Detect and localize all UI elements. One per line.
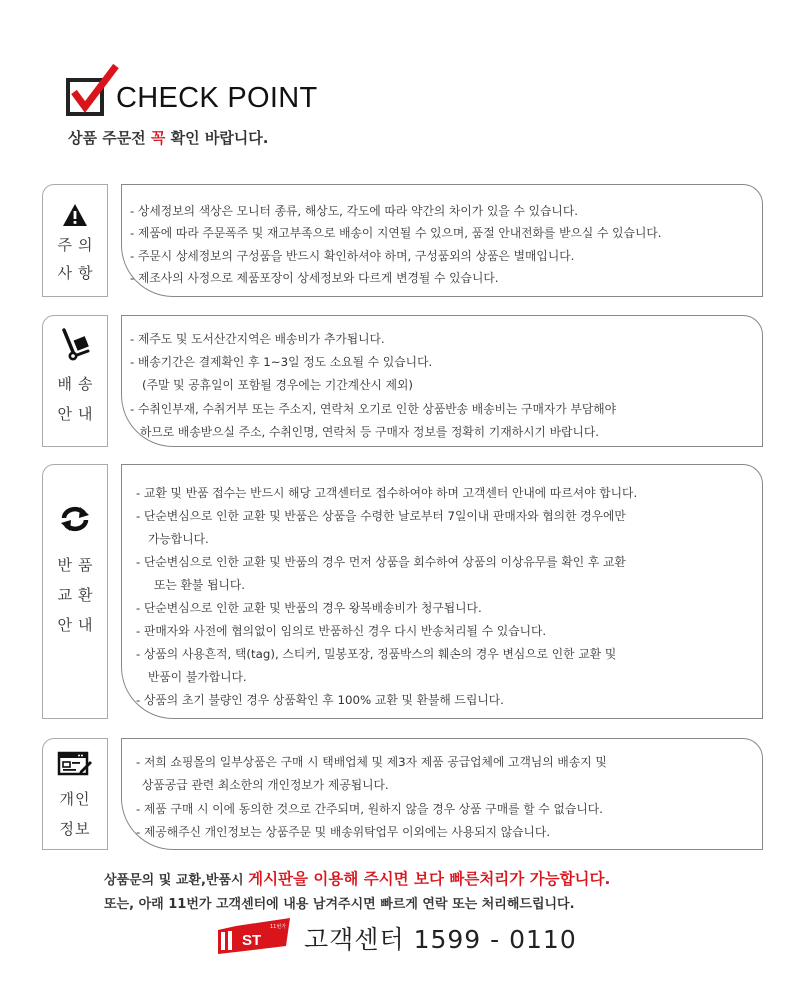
delivery-box [121, 315, 763, 447]
id-card-icon [57, 751, 93, 777]
privacy-label-panel [42, 738, 108, 850]
privacy-label-1: 개인 [59, 790, 91, 808]
checkmark-icon [64, 62, 124, 118]
warning-icon [62, 203, 88, 227]
returns-line: - 상품의 사용흔적, 택(tag), 스티커, 밀봉포장, 정품박스의 훼손의 경우 변심으로 인한 교환 및 [136, 647, 617, 661]
logo-superscript: 11번가 [270, 924, 287, 930]
customer-center [304, 920, 577, 956]
caution-line: - 주문시 상세정보의 구성품을 반드시 확인하셔야 하며, 구성품외의 상품은 별매입니다. [130, 249, 575, 263]
page-title: CHECK POINT [116, 82, 318, 114]
refresh-icon [59, 505, 91, 533]
caution-line: - 제조사의 사정으로 제품포장이 상세정보와 다르게 변경될 수 있습니다. [130, 271, 499, 285]
returns-line: 가능합니다. [148, 532, 209, 546]
hand-truck-icon [60, 328, 90, 362]
delivery-line: - 수취인부재, 수취거부 또는 주소지, 연락처 오기로 인한 상품반송 배송비는 구매자가 부담해야 [130, 402, 617, 416]
caution-box [121, 184, 763, 297]
customer-center-label: 고객센터 [304, 925, 405, 954]
returns-label-2: 교환 [57, 586, 99, 604]
privacy-line: - 제공해주신 개인정보는 상품주문 및 배송위탁업무 이외에는 사용되지 않습니다. [136, 825, 551, 839]
returns-line: - 단순변심으로 인한 교환 및 반품의 경우 먼저 상품을 회수하여 상품의 이상유무를 확인 후 교환 [136, 555, 626, 569]
returns-label-1: 반품 [57, 556, 99, 574]
caution-label-2: 사항 [57, 264, 99, 282]
caution-label-1: 주의 [57, 236, 99, 254]
subtitle-text-end: 확인 바랍니다. [165, 129, 269, 147]
footer-notice-emphasis: 게시판을 이용해 주시면 보다 빠른처리가 가능합니다. [248, 870, 611, 888]
delivery-line: (주말 및 공휴일이 포함될 경우에는 기간계산시 제외) [142, 378, 414, 392]
returns-line: - 상품의 초기 불량인 경우 상품확인 후 100% 교환 및 환불해 드립니다. [136, 693, 504, 707]
returns-label-3: 안내 [57, 616, 99, 634]
privacy-label-2: 정보 [59, 820, 91, 838]
footer-notice-2: 또는, 아래 11번가 고객센터에 내용 남겨주시면 빠르게 연락 또는 처리해드립니다. [104, 897, 575, 912]
logo-text: ST [242, 932, 262, 949]
caution-label-panel [42, 184, 108, 297]
privacy-line: - 저희 쇼핑몰의 일부상품은 구매 시 택배업체 및 제3자 제품 공급업체에 고객님의 배송지 및 [136, 755, 607, 769]
returns-line: - 단순변심으로 인한 교환 및 반품은 상품을 수령한 날로부터 7일이내 판매자와 협의한 경우에만 [136, 509, 626, 523]
returns-line: - 교환 및 반품 접수는 반드시 해당 고객센터로 접수하여야 하며 고객센터 안내에 따르셔야 합니다. [136, 486, 638, 500]
privacy-line: 상품공급 관련 최소한의 개인정보가 제공됩니다. [142, 778, 389, 792]
customer-center-phone: 1599 - 0110 [413, 925, 577, 954]
delivery-label-1: 배송 [57, 375, 99, 393]
returns-line: 또는 환불 됩니다. [154, 578, 246, 592]
footer-notice-text: 상품문의 및 교환,반품시 [104, 873, 249, 888]
page-subtitle [68, 127, 269, 148]
footer-notice [104, 867, 610, 889]
returns-line: - 판매자와 사전에 협의없이 임의로 반품하신 경우 다시 반송처리될 수 있습니다. [136, 624, 547, 638]
privacy-line: - 제품 구매 시 이에 동의한 것으로 간주되며, 원하지 않을 경우 상품 구매를 할 수 없습니다. [136, 802, 603, 816]
caution-line: - 제품에 따라 주문폭주 및 재고부족으로 배송이 지연될 수 있으며, 품절 안내전화를 받으실 수 있습니다. [130, 226, 662, 240]
returns-box [121, 464, 763, 719]
delivery-line: - 제주도 및 도서산간지역은 배송비가 추가됩니다. [130, 332, 385, 346]
subtitle-text: 상품 주문전 [68, 129, 151, 147]
returns-line: 반품이 불가합니다. [148, 670, 247, 684]
caution-line: - 상세정보의 색상은 모니터 종류, 해상도, 각도에 따라 약간의 차이가 있을 수 있습니다. [130, 204, 578, 218]
privacy-box [121, 738, 763, 850]
11st-logo [212, 916, 296, 956]
delivery-line: 하므로 배송받으실 주소, 수취인명, 연락처 등 구매자 정보를 정확히 기재하시기 바랍니다. [140, 425, 599, 439]
delivery-label-panel [42, 315, 108, 447]
subtitle-emphasis: 꼭 [150, 129, 166, 147]
returns-label-panel [42, 464, 108, 719]
delivery-label-2: 안내 [57, 405, 99, 423]
returns-line: - 단순변심으로 인한 교환 및 반품의 경우 왕복배송비가 청구됩니다. [136, 601, 482, 615]
delivery-line: - 배송기간은 결제확인 후 1~3일 정도 소요될 수 있습니다. [130, 355, 433, 369]
